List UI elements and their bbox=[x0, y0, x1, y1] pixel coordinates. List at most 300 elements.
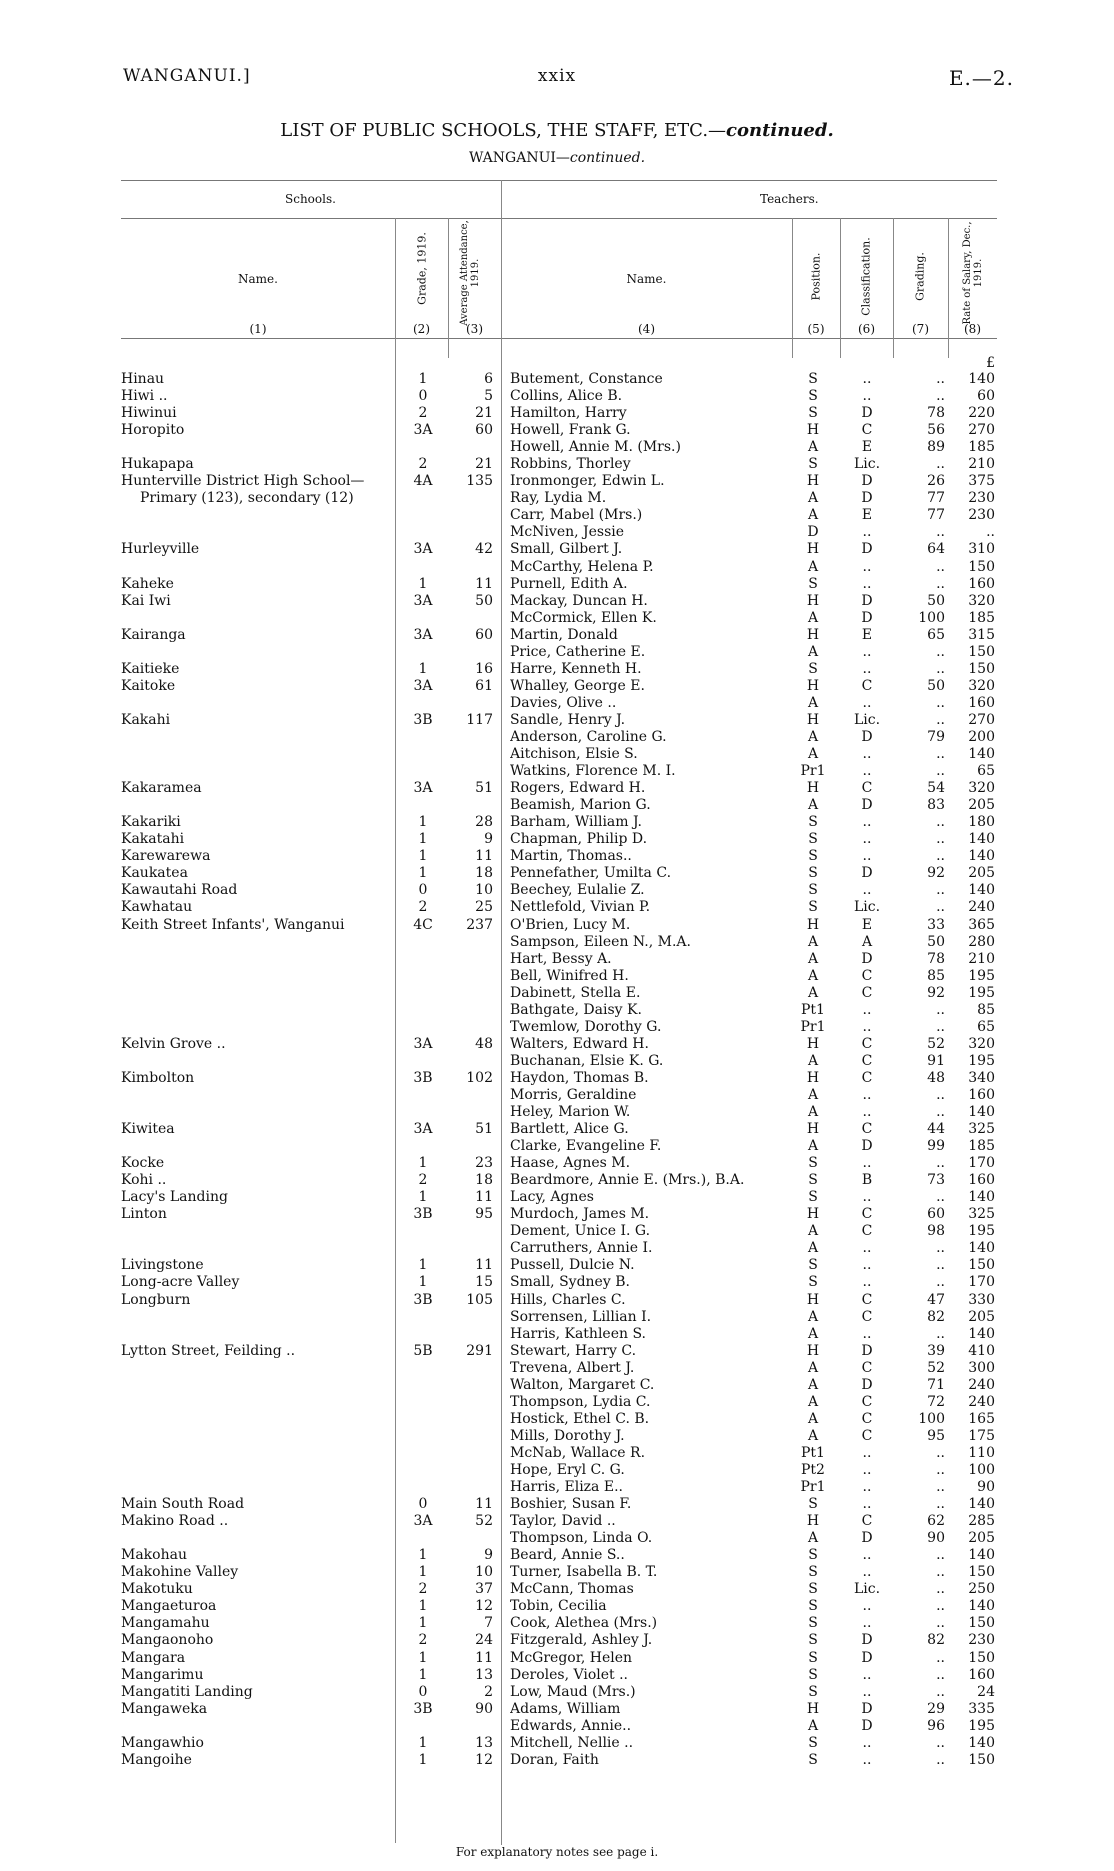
school-name: Primary (123), secondary (12) bbox=[140, 490, 354, 507]
school-name: Makohine Valley bbox=[121, 1564, 239, 1581]
salary-rate: 325 bbox=[968, 1206, 995, 1223]
teacher-position: A bbox=[807, 507, 819, 524]
teacher-name: Robbins, Thorley bbox=[510, 456, 631, 473]
teacher-name: Rogers, Edward H. bbox=[510, 780, 646, 797]
col-grading: Grading. bbox=[913, 252, 927, 301]
table-row bbox=[0, 1650, 1114, 1667]
school-name: Kohi .. bbox=[121, 1172, 167, 1189]
school-grade: 0 bbox=[418, 1683, 428, 1700]
school-name: Mangaeturoa bbox=[121, 1598, 217, 1615]
school-grade: 0 bbox=[418, 882, 428, 899]
teacher-classification: D bbox=[861, 1138, 873, 1155]
teacher-grading: 90 bbox=[927, 1530, 945, 1547]
school-name: Kai Iwi bbox=[121, 592, 171, 609]
teacher-position: S bbox=[808, 1496, 818, 1513]
table-row bbox=[0, 882, 1114, 899]
school-grade: 1 bbox=[418, 1751, 428, 1768]
teacher-name: Watkins, Florence M. I. bbox=[510, 763, 676, 780]
table-row bbox=[0, 1462, 1114, 1479]
divider-pos-cls bbox=[840, 218, 841, 358]
teacher-classification: .. bbox=[862, 746, 872, 763]
teacher-name: Lacy, Agnes bbox=[510, 1189, 594, 1206]
teacher-grading: 89 bbox=[927, 439, 945, 456]
teacher-grading: .. bbox=[936, 1325, 945, 1342]
col-classification: Classification. bbox=[859, 237, 873, 316]
teacher-position: A bbox=[807, 1427, 819, 1444]
teacher-name: Butement, Constance bbox=[510, 371, 663, 387]
table-row bbox=[0, 1070, 1114, 1087]
teacher-classification: .. bbox=[862, 1155, 872, 1172]
average-attendance: 117 bbox=[466, 711, 493, 728]
teacher-name: McCormick, Ellen K. bbox=[510, 609, 657, 626]
table-row bbox=[0, 610, 1114, 627]
salary-rate: 185 bbox=[968, 609, 995, 626]
teacher-position: S bbox=[808, 1598, 818, 1615]
table-row bbox=[0, 371, 1114, 388]
table-row bbox=[0, 1479, 1114, 1496]
salary-rate: 210 bbox=[968, 456, 995, 473]
teacher-name: Barham, William J. bbox=[510, 814, 642, 831]
teacher-grading: .. bbox=[936, 1240, 945, 1257]
teacher-classification: .. bbox=[862, 1444, 872, 1461]
average-attendance: 16 bbox=[475, 660, 493, 677]
salary-rate: 140 bbox=[968, 882, 995, 899]
salary-rate: 280 bbox=[968, 933, 995, 950]
group-heading-schools: Schools. bbox=[285, 192, 336, 206]
teacher-classification: C bbox=[861, 1359, 873, 1376]
teacher-classification: D bbox=[861, 1530, 873, 1547]
school-name: Kaitoke bbox=[121, 677, 176, 694]
teacher-position: A bbox=[807, 1308, 819, 1325]
teacher-grading: 99 bbox=[927, 1138, 945, 1155]
teacher-classification: D bbox=[861, 473, 873, 490]
header-bottom-rule bbox=[121, 338, 997, 339]
salary-rate: 340 bbox=[968, 1069, 995, 1086]
teacher-classification: .. bbox=[862, 1086, 872, 1103]
salary-rate: 410 bbox=[968, 1342, 995, 1359]
teacher-position: A bbox=[807, 1138, 819, 1155]
salary-rate: 320 bbox=[968, 1035, 995, 1052]
teacher-position: S bbox=[808, 1257, 818, 1274]
school-name: Mangamahu bbox=[121, 1615, 210, 1632]
teacher-name: Small, Gilbert J. bbox=[510, 541, 623, 558]
teacher-name: Hills, Charles C. bbox=[510, 1291, 626, 1308]
salary-rate: 310 bbox=[968, 541, 995, 558]
col-num-1: (1) bbox=[249, 322, 267, 336]
average-attendance: 6 bbox=[484, 371, 493, 387]
average-attendance: 95 bbox=[475, 1206, 493, 1223]
teacher-position: S bbox=[808, 660, 818, 677]
teacher-grading: 44 bbox=[927, 1121, 945, 1138]
teacher-position: H bbox=[806, 1069, 820, 1086]
table-row bbox=[0, 1053, 1114, 1070]
school-name: Main South Road bbox=[121, 1496, 245, 1513]
teacher-name: Mills, Dorothy J. bbox=[510, 1427, 625, 1444]
salary-rate: 335 bbox=[968, 1700, 995, 1717]
teacher-name: O'Brien, Lucy M. bbox=[510, 916, 631, 933]
table-row bbox=[0, 661, 1114, 678]
school-grade: 1 bbox=[418, 1257, 428, 1274]
teacher-grading: .. bbox=[936, 1104, 945, 1121]
school-grade: 4A bbox=[413, 473, 433, 490]
teacher-name: Beardmore, Annie E. (Mrs.), B.A. bbox=[510, 1172, 745, 1189]
table-row bbox=[0, 1547, 1114, 1564]
salary-rate: 205 bbox=[968, 865, 995, 882]
average-attendance: 48 bbox=[475, 1035, 493, 1052]
average-attendance: 28 bbox=[475, 814, 493, 831]
salary-rate: 195 bbox=[968, 1223, 995, 1240]
teacher-name: Boshier, Susan F. bbox=[510, 1496, 632, 1513]
salary-rate: 175 bbox=[968, 1427, 995, 1444]
table-row bbox=[0, 1343, 1114, 1360]
average-attendance: 90 bbox=[475, 1700, 493, 1717]
average-attendance: 11 bbox=[475, 1496, 493, 1513]
teacher-name: Edwards, Annie.. bbox=[510, 1717, 632, 1734]
average-attendance: 60 bbox=[475, 422, 493, 439]
salary-rate: 140 bbox=[968, 831, 995, 848]
school-name: Mangawhio bbox=[121, 1734, 204, 1751]
teacher-position: A bbox=[807, 950, 819, 967]
average-attendance: 11 bbox=[475, 575, 493, 592]
salary-rate: 320 bbox=[968, 592, 995, 609]
teacher-name: McCann, Thomas bbox=[510, 1581, 634, 1598]
table-row bbox=[0, 1274, 1114, 1291]
teacher-position: S bbox=[808, 1683, 818, 1700]
average-attendance: 11 bbox=[475, 1649, 493, 1666]
teacher-position: A bbox=[807, 609, 819, 626]
teacher-position: H bbox=[806, 592, 820, 609]
salary-rate: 240 bbox=[968, 899, 995, 916]
teacher-position: S bbox=[808, 1547, 818, 1564]
salary-rate: 140 bbox=[968, 1598, 995, 1615]
teacher-grading: 29 bbox=[927, 1700, 945, 1717]
teacher-name: Martin, Thomas.. bbox=[510, 848, 632, 865]
table-row bbox=[0, 831, 1114, 848]
teacher-classification: .. bbox=[862, 1734, 872, 1751]
teacher-name: Bartlett, Alice G. bbox=[510, 1121, 629, 1138]
salary-rate: 195 bbox=[968, 1717, 995, 1734]
table-row bbox=[0, 1701, 1114, 1718]
teacher-classification: A bbox=[861, 933, 873, 950]
school-name: Mangara bbox=[121, 1649, 186, 1666]
teacher-position: H bbox=[806, 1291, 820, 1308]
school-grade: 1 bbox=[418, 1274, 428, 1291]
teacher-name: Martin, Donald bbox=[510, 626, 618, 643]
teacher-name: Anderson, Caroline G. bbox=[510, 728, 667, 745]
teacher-classification: C bbox=[861, 1308, 873, 1325]
teacher-classification: .. bbox=[862, 1479, 872, 1496]
school-grade: 3A bbox=[413, 677, 433, 694]
table-row bbox=[0, 1206, 1114, 1223]
teacher-position: A bbox=[807, 643, 819, 660]
table-row bbox=[0, 644, 1114, 661]
school-grade: 1 bbox=[418, 1649, 428, 1666]
teacher-position: Pr1 bbox=[800, 763, 826, 780]
salary-rate: 140 bbox=[968, 1734, 995, 1751]
teacher-position: H bbox=[806, 626, 820, 643]
teacher-grading: .. bbox=[936, 848, 945, 865]
salary-rate: 170 bbox=[968, 1274, 995, 1291]
salary-rate: 220 bbox=[968, 405, 995, 422]
table-row bbox=[0, 507, 1114, 524]
teacher-classification: B bbox=[861, 1172, 873, 1189]
salary-rate: 150 bbox=[968, 1615, 995, 1632]
school-grade: 0 bbox=[418, 388, 428, 405]
teacher-position: S bbox=[808, 1274, 818, 1291]
school-grade: 5B bbox=[413, 1342, 433, 1359]
col-num-3: (3) bbox=[466, 322, 483, 336]
teacher-position: D bbox=[807, 524, 819, 541]
teacher-position: Pr1 bbox=[800, 1479, 826, 1496]
salary-rate: 195 bbox=[968, 1052, 995, 1069]
teacher-classification: D bbox=[861, 609, 873, 626]
teacher-grading: 54 bbox=[927, 780, 945, 797]
salary-rate: 160 bbox=[968, 694, 995, 711]
salary-rate: 240 bbox=[968, 1393, 995, 1410]
salary-rate: 140 bbox=[968, 1104, 995, 1121]
teacher-grading: .. bbox=[936, 763, 945, 780]
group-heading-teachers: Teachers. bbox=[760, 192, 819, 206]
table-row bbox=[0, 1513, 1114, 1530]
teacher-name: Dabinett, Stella E. bbox=[510, 984, 641, 1001]
teacher-position: H bbox=[806, 711, 820, 728]
teacher-name: Davies, Olive .. bbox=[510, 694, 617, 711]
salary-rate: 185 bbox=[968, 1138, 995, 1155]
average-attendance: 25 bbox=[475, 899, 493, 916]
teacher-grading: 92 bbox=[927, 865, 945, 882]
average-attendance: 9 bbox=[484, 1547, 493, 1564]
school-name: Linton bbox=[121, 1206, 167, 1223]
teacher-classification: Lic. bbox=[853, 456, 881, 473]
school-grade: 1 bbox=[418, 1564, 428, 1581]
salary-rate: 320 bbox=[968, 677, 995, 694]
teacher-grading: 92 bbox=[927, 984, 945, 1001]
teacher-grading: .. bbox=[936, 660, 945, 677]
teacher-position: A bbox=[807, 1717, 819, 1734]
teacher-grading: 85 bbox=[927, 967, 945, 984]
teacher-position: Pt1 bbox=[801, 1444, 825, 1461]
teacher-name: Harre, Kenneth H. bbox=[510, 660, 642, 677]
table-row bbox=[0, 1019, 1114, 1036]
average-attendance: 5 bbox=[484, 388, 493, 405]
salary-rate: 160 bbox=[968, 575, 995, 592]
teacher-classification: .. bbox=[862, 763, 872, 780]
school-grade: 3A bbox=[413, 1035, 433, 1052]
teacher-classification: E bbox=[861, 916, 873, 933]
table-row bbox=[0, 490, 1114, 507]
teacher-position: A bbox=[807, 1359, 819, 1376]
teacher-position: Pt2 bbox=[801, 1462, 825, 1478]
teacher-grading: 100 bbox=[918, 1410, 945, 1427]
school-grade: 1 bbox=[418, 1547, 428, 1564]
teacher-position: A bbox=[807, 490, 819, 507]
teacher-position: S bbox=[808, 388, 818, 405]
average-attendance: 102 bbox=[466, 1069, 493, 1086]
average-attendance: 12 bbox=[475, 1598, 493, 1615]
salary-rate: 140 bbox=[968, 1496, 995, 1513]
teacher-grading: .. bbox=[936, 814, 945, 831]
col-attendance: Average Attendance, 1919. bbox=[459, 220, 481, 326]
table-row bbox=[0, 456, 1114, 473]
school-name: Mangoihe bbox=[121, 1751, 192, 1768]
teacher-position: S bbox=[808, 1649, 818, 1666]
table-row bbox=[0, 1002, 1114, 1019]
average-attendance: 11 bbox=[475, 848, 493, 865]
school-grade: 4C bbox=[413, 916, 433, 933]
teacher-name: Whalley, George E. bbox=[510, 677, 645, 694]
school-name: Karewarewa bbox=[121, 848, 211, 865]
school-name: Kawhatau bbox=[121, 899, 193, 916]
school-grade: 3A bbox=[413, 626, 433, 643]
school-grade: 3B bbox=[413, 1700, 433, 1717]
school-grade: 3A bbox=[413, 592, 433, 609]
footer-note: For explanatory notes see page i. bbox=[455, 1845, 659, 1859]
table-row bbox=[0, 1718, 1114, 1735]
table-row bbox=[0, 1530, 1114, 1547]
teacher-grading: .. bbox=[936, 694, 945, 711]
table-row bbox=[0, 934, 1114, 951]
teacher-position: H bbox=[806, 677, 820, 694]
table-row bbox=[0, 1615, 1114, 1632]
teacher-name: Trevena, Albert J. bbox=[510, 1359, 635, 1376]
teacher-grading: .. bbox=[936, 524, 945, 541]
teacher-name: Fitzgerald, Ashley J. bbox=[510, 1632, 653, 1649]
teacher-position: S bbox=[808, 1734, 818, 1751]
table-row bbox=[0, 1223, 1114, 1240]
table-row bbox=[0, 541, 1114, 558]
school-name: Kaukatea bbox=[121, 865, 188, 882]
teacher-grading: .. bbox=[936, 643, 945, 660]
teacher-grading: 26 bbox=[927, 473, 945, 490]
teacher-classification: C bbox=[861, 1121, 873, 1138]
teacher-grading: 95 bbox=[927, 1427, 945, 1444]
salary-rate: 205 bbox=[968, 1530, 995, 1547]
teacher-name: Twemlow, Dorothy G. bbox=[510, 1018, 662, 1035]
salary-rate: 160 bbox=[968, 1666, 995, 1683]
teacher-classification: D bbox=[861, 1632, 873, 1649]
school-grade: 1 bbox=[418, 848, 428, 865]
school-grade: 1 bbox=[418, 660, 428, 677]
salary-rate: 65 bbox=[977, 763, 995, 780]
col-grade: Grade, 1919. bbox=[415, 232, 429, 305]
school-grade: 1 bbox=[418, 1598, 428, 1615]
teacher-position: H bbox=[806, 1342, 820, 1359]
table-row bbox=[0, 1598, 1114, 1615]
teacher-classification: D bbox=[861, 1700, 873, 1717]
teacher-classification: .. bbox=[862, 575, 872, 592]
table-row bbox=[0, 1667, 1114, 1684]
teacher-classification: .. bbox=[862, 1666, 872, 1683]
col-teacher-name: Name. bbox=[626, 272, 667, 286]
teacher-grading: .. bbox=[936, 1462, 945, 1478]
table-row bbox=[0, 729, 1114, 746]
table-row bbox=[0, 1496, 1114, 1513]
table-row bbox=[0, 524, 1114, 541]
teacher-classification: .. bbox=[862, 1683, 872, 1700]
school-grade: 3A bbox=[413, 422, 433, 439]
teacher-grading: .. bbox=[936, 558, 945, 575]
teacher-classification: C bbox=[861, 1410, 873, 1427]
teacher-name: Thompson, Linda O. bbox=[510, 1530, 653, 1547]
teacher-grading: .. bbox=[936, 1001, 945, 1018]
table-row bbox=[0, 593, 1114, 610]
teacher-classification: D bbox=[861, 728, 873, 745]
salary-rate: 150 bbox=[968, 1751, 995, 1768]
teacher-classification: C bbox=[861, 1513, 873, 1530]
salary-rate: 330 bbox=[968, 1291, 995, 1308]
teacher-position: S bbox=[808, 1632, 818, 1649]
school-name: Livingstone bbox=[121, 1257, 204, 1274]
teacher-grading: .. bbox=[936, 1274, 945, 1291]
teacher-classification: .. bbox=[862, 371, 872, 387]
teacher-position: A bbox=[807, 1052, 819, 1069]
teacher-position: A bbox=[807, 694, 819, 711]
teacher-grading: .. bbox=[936, 1444, 945, 1461]
table-row bbox=[0, 1240, 1114, 1257]
school-name: Hiwi .. bbox=[121, 388, 168, 405]
teacher-name: Buchanan, Elsie K. G. bbox=[510, 1052, 664, 1069]
teacher-classification: .. bbox=[862, 558, 872, 575]
teacher-classification: D bbox=[861, 541, 873, 558]
teacher-grading: .. bbox=[936, 1683, 945, 1700]
teacher-name: Nettlefold, Vivian P. bbox=[510, 899, 651, 916]
teacher-name: McNab, Wallace R. bbox=[510, 1444, 646, 1461]
school-name: Kairanga bbox=[121, 626, 186, 643]
table-row bbox=[0, 1684, 1114, 1701]
col-salary: Rate of Salary, Dec., 1919. bbox=[962, 221, 984, 325]
divider-cls-grd bbox=[893, 218, 894, 358]
teacher-name: Collins, Alice B. bbox=[510, 388, 623, 405]
teacher-classification: D bbox=[861, 797, 873, 814]
table-row bbox=[0, 1632, 1114, 1649]
teacher-classification: C bbox=[861, 1206, 873, 1223]
school-grade: 3B bbox=[413, 711, 433, 728]
teacher-position: S bbox=[808, 1751, 818, 1768]
teacher-position: S bbox=[808, 371, 818, 387]
salary-rate: 200 bbox=[968, 728, 995, 745]
teacher-classification: D bbox=[861, 405, 873, 422]
school-name: Kakariki bbox=[121, 814, 181, 831]
teacher-classification: Lic. bbox=[853, 1581, 881, 1598]
salary-rate: 185 bbox=[968, 439, 995, 456]
school-name: Kakatahi bbox=[121, 831, 185, 848]
salary-rate: 150 bbox=[968, 558, 995, 575]
teacher-name: Low, Maud (Mrs.) bbox=[510, 1683, 636, 1700]
average-attendance: 37 bbox=[475, 1581, 493, 1598]
teacher-position: H bbox=[806, 1513, 820, 1530]
teacher-classification: .. bbox=[862, 1274, 872, 1291]
col-num-6: (6) bbox=[858, 322, 875, 336]
school-name: Kaitieke bbox=[121, 660, 180, 677]
teacher-classification: D bbox=[861, 950, 873, 967]
teacher-name: Thompson, Lydia C. bbox=[510, 1393, 651, 1410]
teacher-classification: .. bbox=[862, 694, 872, 711]
teacher-name: Harris, Eliza E.. bbox=[510, 1479, 623, 1496]
teacher-position: S bbox=[808, 865, 818, 882]
salary-rate: 170 bbox=[968, 1155, 995, 1172]
teacher-classification: .. bbox=[862, 1189, 872, 1206]
teacher-name: Hostick, Ethel C. B. bbox=[510, 1410, 650, 1427]
teacher-name: Beamish, Marion G. bbox=[510, 797, 651, 814]
teacher-name: Ray, Lydia M. bbox=[510, 490, 607, 507]
teacher-name: Cook, Alethea (Mrs.) bbox=[510, 1615, 658, 1632]
teacher-grading: .. bbox=[936, 1581, 945, 1598]
teacher-name: Murdoch, James M. bbox=[510, 1206, 650, 1223]
school-grade: 2 bbox=[418, 899, 428, 916]
average-attendance: 12 bbox=[475, 1751, 493, 1768]
teacher-grading: .. bbox=[936, 1649, 945, 1666]
school-grade: 3A bbox=[413, 541, 433, 558]
